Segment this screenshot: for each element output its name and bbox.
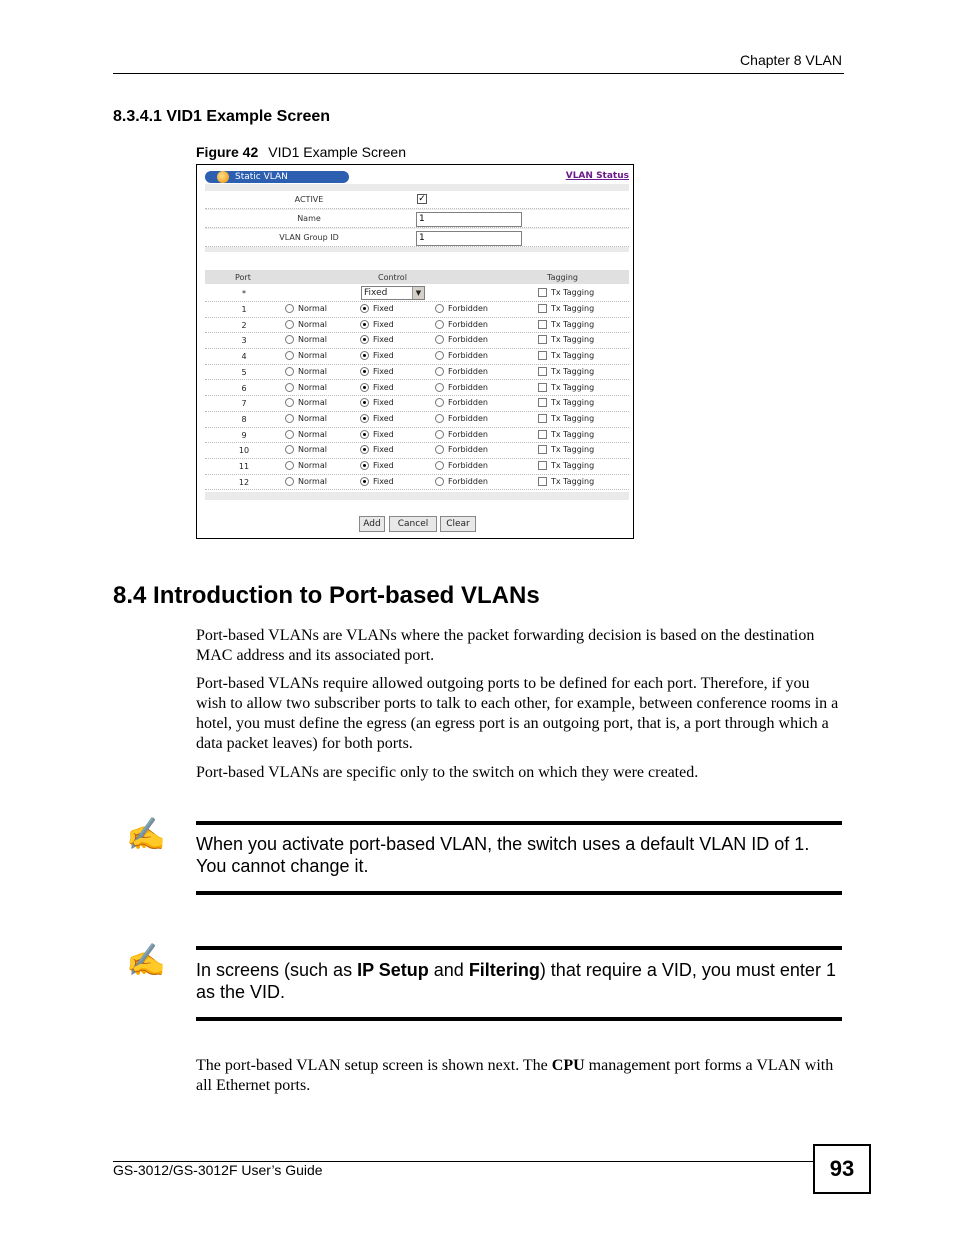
normal-radio[interactable] bbox=[285, 351, 294, 360]
fixed-label: Fixed bbox=[373, 429, 394, 439]
note-rule-bottom bbox=[196, 891, 842, 895]
fixed-radio[interactable] bbox=[360, 461, 369, 470]
port-number: 2 bbox=[241, 320, 247, 330]
fixed-label: Fixed bbox=[373, 366, 394, 376]
add-button[interactable]: Add bbox=[359, 516, 385, 532]
normal-option[interactable] bbox=[285, 430, 327, 439]
forbidden-radio[interactable] bbox=[435, 477, 444, 486]
forbidden-option[interactable] bbox=[435, 335, 488, 344]
tx-tagging-label: Tx Tagging bbox=[551, 429, 595, 439]
figure-label: Figure 42 bbox=[196, 144, 259, 160]
port-row bbox=[205, 443, 629, 459]
port-number: 4 bbox=[241, 352, 247, 362]
forbidden-radio[interactable] bbox=[435, 335, 444, 344]
closing-paragraph bbox=[196, 1056, 842, 1096]
port-row bbox=[205, 365, 629, 381]
forbidden-label: Forbidden bbox=[448, 335, 488, 345]
forbidden-option[interactable] bbox=[435, 430, 488, 439]
tagging-column-header: Tagging bbox=[547, 273, 578, 282]
fixed-radio[interactable] bbox=[360, 430, 369, 439]
fixed-option[interactable] bbox=[360, 414, 394, 423]
fixed-label: Fixed bbox=[373, 398, 394, 408]
fixed-radio[interactable] bbox=[360, 335, 369, 344]
normal-option[interactable] bbox=[285, 477, 327, 486]
note-pencil-icon: ✍ bbox=[126, 816, 166, 852]
fixed-option[interactable] bbox=[360, 351, 394, 360]
control-select-value: Fixed bbox=[364, 288, 388, 298]
tx-tagging-label: Tx Tagging bbox=[551, 351, 595, 361]
closing-text: The port-based VLAN setup screen is shown next. The bbox=[196, 1057, 552, 1074]
tx-tagging-checkbox[interactable] bbox=[538, 430, 547, 439]
forbidden-option[interactable] bbox=[435, 351, 488, 360]
port-number: 6 bbox=[241, 383, 247, 393]
tx-tagging-label: Tx Tagging bbox=[551, 288, 595, 297]
fixed-option[interactable] bbox=[360, 383, 394, 392]
note-text bbox=[196, 959, 842, 1003]
tx-tagging-label: Tx Tagging bbox=[551, 398, 595, 408]
tx-tagging-label: Tx Tagging bbox=[551, 382, 595, 392]
forbidden-option[interactable] bbox=[435, 477, 488, 486]
tx-tagging-label: Tx Tagging bbox=[551, 366, 595, 376]
tx-tagging-label: Tx Tagging bbox=[551, 445, 595, 455]
fixed-radio[interactable] bbox=[360, 414, 369, 423]
active-row bbox=[205, 191, 629, 209]
normal-radio[interactable] bbox=[285, 367, 294, 376]
normal-label: Normal bbox=[298, 445, 327, 455]
fixed-label: Fixed bbox=[373, 351, 394, 361]
note-text: When you activate port-based VLAN, the switch uses a default VLAN ID of 1. You cannot change it. bbox=[196, 834, 810, 876]
tx-tagging-label: Tx Tagging bbox=[551, 335, 595, 345]
clear-button[interactable]: Clear bbox=[440, 516, 476, 532]
tx-tagging-option[interactable] bbox=[538, 367, 594, 376]
note-pencil-icon: ✍ bbox=[126, 942, 166, 978]
forbidden-option[interactable] bbox=[435, 320, 488, 329]
tx-tagging-label: Tx Tagging bbox=[551, 461, 595, 470]
fixed-label: Fixed bbox=[373, 476, 394, 486]
fixed-radio[interactable] bbox=[360, 383, 369, 392]
filtering-term: Filtering bbox=[468, 960, 540, 980]
fixed-option[interactable] bbox=[360, 430, 394, 439]
normal-label: Normal bbox=[298, 398, 327, 408]
forbidden-radio[interactable] bbox=[435, 320, 444, 329]
forbidden-radio[interactable] bbox=[435, 414, 444, 423]
name-row bbox=[205, 210, 629, 228]
fixed-radio[interactable] bbox=[360, 445, 369, 454]
port-row bbox=[205, 349, 629, 365]
forbidden-option[interactable] bbox=[435, 445, 488, 454]
normal-option[interactable] bbox=[285, 445, 327, 454]
normal-label: Normal bbox=[298, 335, 327, 345]
normal-option[interactable] bbox=[285, 320, 327, 329]
header-rule bbox=[113, 73, 844, 74]
note-rule-top bbox=[196, 821, 842, 825]
note-text-part: and bbox=[428, 960, 469, 980]
vlan-group-id-input[interactable]: 1 bbox=[416, 231, 522, 246]
normal-radio[interactable] bbox=[285, 398, 294, 407]
tx-tagging-option[interactable] bbox=[538, 398, 594, 407]
paragraph: Port-based VLANs require allowed outgoing ports to be defined for each port. Therefore, if you wish to allow two subscriber ports to talk to each other, for example, between conference rooms in a hotel, you must define the egress (an egress port is an outgoing port, that is, a port through which a data packet leaves) for both ports. bbox=[196, 675, 839, 752]
forbidden-option[interactable] bbox=[435, 383, 488, 392]
forbidden-label: Forbidden bbox=[448, 413, 488, 423]
tx-tagging-option[interactable] bbox=[538, 320, 594, 329]
normal-option[interactable] bbox=[285, 304, 327, 313]
port-number: 5 bbox=[241, 367, 247, 377]
control-column-header: Control bbox=[378, 273, 407, 282]
forbidden-radio[interactable] bbox=[435, 445, 444, 454]
fixed-radio[interactable] bbox=[360, 320, 369, 329]
normal-option[interactable] bbox=[285, 414, 327, 423]
tx-tagging-checkbox[interactable] bbox=[538, 367, 547, 376]
tx-tagging-option[interactable] bbox=[538, 335, 594, 344]
port-number: 12 bbox=[238, 477, 250, 487]
forbidden-label: Forbidden bbox=[448, 476, 488, 486]
tx-tagging-option[interactable] bbox=[538, 351, 594, 360]
name-input[interactable]: 1 bbox=[416, 212, 522, 227]
fixed-option[interactable] bbox=[360, 304, 394, 313]
forbidden-label: Forbidden bbox=[448, 398, 488, 408]
footer-guide-title: GS-3012/GS-3012F User’s Guide bbox=[113, 1162, 323, 1178]
normal-radio[interactable] bbox=[285, 445, 294, 454]
note-rule-top bbox=[196, 946, 842, 950]
fixed-option[interactable] bbox=[360, 461, 394, 470]
fixed-label: Fixed bbox=[373, 413, 394, 423]
forbidden-label: Forbidden bbox=[448, 445, 488, 455]
normal-label: Normal bbox=[298, 351, 327, 361]
active-label: ACTIVE bbox=[294, 195, 324, 204]
fixed-radio[interactable] bbox=[360, 351, 369, 360]
figure-title: VID1 Example Screen bbox=[268, 144, 406, 160]
normal-label: Normal bbox=[298, 476, 327, 486]
note-rule-bottom bbox=[196, 1017, 842, 1021]
normal-label: Normal bbox=[298, 429, 327, 439]
port-row bbox=[205, 475, 629, 491]
cpu-term: CPU bbox=[551, 1057, 585, 1074]
port-column-header: Port bbox=[235, 273, 251, 282]
tx-tagging-option[interactable] bbox=[538, 430, 594, 439]
normal-option[interactable] bbox=[285, 398, 327, 407]
note-text-part: In screens (such as bbox=[196, 960, 358, 980]
tab-label: Static VLAN bbox=[235, 172, 288, 182]
subsection-heading: 8.3.4.1 VID1 Example Screen bbox=[113, 108, 331, 125]
table-footer-bar bbox=[205, 492, 629, 500]
tx-tagging-option[interactable] bbox=[538, 461, 594, 470]
running-header: Chapter 8 VLAN bbox=[740, 52, 842, 68]
fixed-option[interactable] bbox=[360, 335, 394, 344]
tx-tagging-option[interactable] bbox=[538, 383, 594, 392]
normal-label: Normal bbox=[298, 319, 327, 329]
fixed-label: Fixed bbox=[373, 319, 394, 329]
vlan-group-id-label: VLAN Group ID bbox=[279, 233, 339, 242]
normal-label: Normal bbox=[298, 382, 327, 392]
port-number: 10 bbox=[238, 446, 250, 456]
forbidden-label: Forbidden bbox=[448, 304, 488, 313]
tab-bullet-icon bbox=[217, 171, 229, 183]
tx-tagging-checkbox[interactable] bbox=[538, 461, 547, 470]
forbidden-label: Forbidden bbox=[448, 429, 488, 439]
normal-label: Normal bbox=[298, 413, 327, 423]
forbidden-radio[interactable] bbox=[435, 461, 444, 470]
fixed-option[interactable] bbox=[360, 477, 394, 486]
normal-option[interactable] bbox=[285, 367, 327, 376]
forbidden-label: Forbidden bbox=[448, 382, 488, 392]
name-label: Name bbox=[297, 214, 321, 223]
active-checkbox[interactable]: ✓ bbox=[418, 194, 426, 204]
fixed-radio[interactable] bbox=[360, 304, 369, 313]
paragraph: Port-based VLANs are specific only to the switch on which they were created. bbox=[196, 764, 699, 781]
forbidden-radio[interactable] bbox=[435, 383, 444, 392]
static-vlan-tab bbox=[205, 171, 349, 183]
normal-radio[interactable] bbox=[285, 335, 294, 344]
normal-label: Normal bbox=[298, 304, 327, 313]
tx-tagging-checkbox[interactable] bbox=[538, 304, 547, 313]
tx-tagging-label: Tx Tagging bbox=[551, 304, 595, 313]
forbidden-radio[interactable] bbox=[435, 430, 444, 439]
port-number: 9 bbox=[241, 430, 247, 440]
normal-option[interactable] bbox=[285, 461, 327, 470]
fixed-label: Fixed bbox=[373, 445, 394, 455]
ip-setup-term: IP Setup bbox=[357, 960, 429, 980]
forbidden-option[interactable] bbox=[435, 461, 488, 470]
forbidden-label: Forbidden bbox=[448, 319, 488, 329]
fixed-option[interactable] bbox=[360, 398, 394, 407]
tx-tagging-option[interactable] bbox=[538, 477, 594, 486]
fixed-label: Fixed bbox=[373, 304, 394, 313]
forbidden-label: Forbidden bbox=[448, 351, 488, 361]
tx-tagging-option[interactable] bbox=[538, 445, 594, 454]
fixed-option[interactable] bbox=[360, 367, 394, 376]
tx-tagging-checkbox[interactable] bbox=[538, 351, 547, 360]
normal-option[interactable] bbox=[285, 383, 327, 392]
all-ports-row bbox=[205, 286, 629, 302]
forbidden-option[interactable] bbox=[435, 398, 488, 407]
note-text-part: ) that require a VID, you must enter 1 as the VID. bbox=[196, 960, 836, 1002]
fixed-label: Fixed bbox=[373, 461, 394, 470]
normal-radio[interactable] bbox=[285, 383, 294, 392]
section-heading: 8.4 Introduction to Port-based VLANs bbox=[113, 582, 540, 609]
all-ports-symbol: * bbox=[242, 289, 246, 298]
forbidden-option[interactable] bbox=[435, 414, 488, 423]
tx-tagging-label: Tx Tagging bbox=[551, 319, 595, 329]
forbidden-option[interactable] bbox=[435, 304, 488, 313]
tx-tagging-checkbox[interactable] bbox=[538, 320, 547, 329]
fixed-label: Fixed bbox=[373, 335, 394, 345]
page-number: 93 bbox=[813, 1144, 871, 1194]
tx-tagging-checkbox[interactable] bbox=[538, 288, 547, 297]
tx-tagging-option[interactable] bbox=[538, 414, 594, 423]
vlan-group-id-row bbox=[205, 229, 629, 247]
tx-tagging-checkbox[interactable] bbox=[538, 414, 547, 423]
fixed-radio[interactable] bbox=[360, 367, 369, 376]
tx-tagging-checkbox[interactable] bbox=[538, 445, 547, 454]
port-number: 8 bbox=[241, 414, 247, 424]
port-row bbox=[205, 318, 629, 334]
port-number: 7 bbox=[241, 399, 247, 409]
normal-option[interactable] bbox=[285, 335, 327, 344]
forbidden-radio[interactable] bbox=[435, 398, 444, 407]
forbidden-radio[interactable] bbox=[435, 304, 444, 313]
fixed-radio[interactable] bbox=[360, 477, 369, 486]
normal-radio[interactable] bbox=[285, 320, 294, 329]
tx-tagging-checkbox[interactable] bbox=[538, 335, 547, 344]
normal-label: Normal bbox=[298, 461, 327, 470]
vlan-status-link[interactable]: VLAN Status bbox=[565, 171, 629, 181]
tx-tagging-option[interactable] bbox=[538, 304, 594, 313]
port-number: 3 bbox=[241, 336, 247, 346]
forbidden-label: Forbidden bbox=[448, 461, 488, 470]
port-row bbox=[205, 396, 629, 412]
tx-tagging-label: Tx Tagging bbox=[551, 476, 595, 486]
control-select[interactable] bbox=[361, 286, 425, 300]
normal-radio[interactable] bbox=[285, 414, 294, 423]
port-row bbox=[205, 381, 629, 397]
normal-option[interactable] bbox=[285, 351, 327, 360]
port-row bbox=[205, 412, 629, 428]
normal-radio[interactable] bbox=[285, 430, 294, 439]
fixed-radio[interactable] bbox=[360, 398, 369, 407]
forbidden-option[interactable] bbox=[435, 367, 488, 376]
closing-text: management port forms a VLAN with all Ethernet ports. bbox=[196, 1057, 834, 1094]
fixed-option[interactable] bbox=[360, 320, 394, 329]
port-table-header bbox=[205, 270, 629, 284]
chevron-down-icon[interactable]: ▼ bbox=[412, 287, 424, 299]
fixed-option[interactable] bbox=[360, 445, 394, 454]
vlan-screenshot bbox=[196, 164, 634, 539]
fixed-label: Fixed bbox=[373, 382, 394, 392]
tx-tagging-all-option[interactable] bbox=[538, 288, 594, 297]
port-row bbox=[205, 333, 629, 349]
port-row bbox=[205, 302, 629, 318]
forbidden-radio[interactable] bbox=[435, 367, 444, 376]
normal-radio[interactable] bbox=[285, 304, 294, 313]
port-row bbox=[205, 459, 629, 475]
normal-label: Normal bbox=[298, 366, 327, 376]
tx-tagging-checkbox[interactable] bbox=[538, 398, 547, 407]
port-number: 1 bbox=[241, 305, 247, 314]
port-number: 11 bbox=[238, 462, 250, 471]
forbidden-radio[interactable] bbox=[435, 351, 444, 360]
normal-radio[interactable] bbox=[285, 477, 294, 486]
normal-radio[interactable] bbox=[285, 461, 294, 470]
tx-tagging-checkbox[interactable] bbox=[538, 477, 547, 486]
port-row bbox=[205, 428, 629, 444]
forbidden-label: Forbidden bbox=[448, 366, 488, 376]
cancel-button[interactable]: Cancel bbox=[389, 516, 437, 532]
paragraph: Port-based VLANs are VLANs where the packet forwarding decision is based on the destination MAC address and its associated port. bbox=[196, 627, 815, 664]
tx-tagging-checkbox[interactable] bbox=[538, 383, 547, 392]
figure-caption bbox=[196, 144, 406, 160]
tx-tagging-label: Tx Tagging bbox=[551, 413, 595, 423]
